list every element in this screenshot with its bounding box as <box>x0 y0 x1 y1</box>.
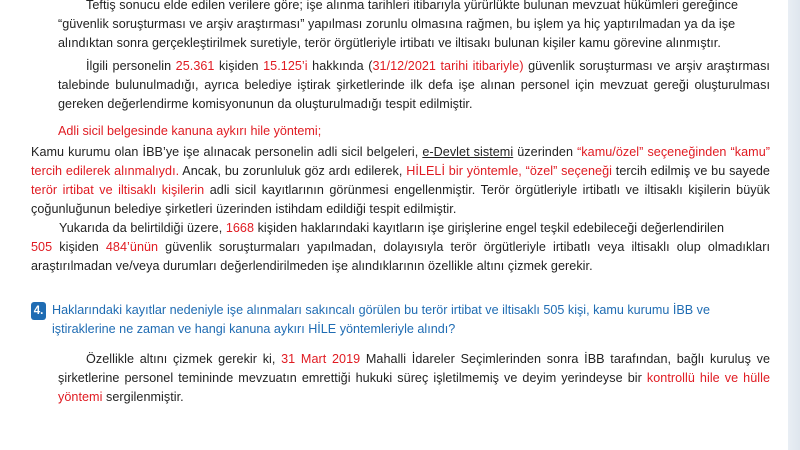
date-reference: 31/12/2021 tarihi itibariyle) <box>372 59 524 73</box>
paragraph-adli-sicil: Kamu kurumu olan İBB’ye işe alınacak personelin adli sicil belgeleri, e-Devlet sistemi üzerinden “kamu/özel” seçeneğinden “kamu” tercih edilerek alınmalıydı. Ancak, bu zorunluluk göz ardı edilerek, HİLELİ bir yöntemle, “özel” seçeneği tercih edilmiş ve bu sayede terör irtibat ve iltisaklı kişilerin adli sicil kayıtlarının görünmesi engellenmiştir. Terör örgütleriyle irtibatlı ve iltisaklı kişilerin büyük çoğunluğunun belediye şirketleri üzerinden istihdam edildiği tespit edilmiştir. <box>31 145 770 216</box>
paragraph-1668: Yukarıda da belirtildiği üzere, 1668 kişiden haklarındaki kayıtların işe girişlerine engel teşkil edebileceği değerlendirilen 505 kişiden 484’ünün güvenlik soruşturmaları yapılmadan, dolayısıyla terör örgütleriyle irtibatlı veya iltisaklı olup olmadıkları araştırılmadan ve/veya durumları değerlendirilmeden işe alındıklarının özellikle altını çizmek gerekir. <box>31 221 770 273</box>
page-edge-shadow <box>788 0 800 450</box>
paragraph-teftis: Teftiş sonucu elde edilen verilere göre; işe alınma tarihleri itibarıyla yürürlükte bulunan mevzuat hükümleri gereğince “güvenlik soruşturması ve arşiv araştırması” yapılması zorunlu olmasına rağmen, bu işlem ya hiç yaptırılmadan ya da işe alındıktan sonra gerçekleştirilmek suretiyle, terör örgütleriyle irtibatı ve iltisakı bulunan kişiler kamu görevine alınmıştır. <box>58 0 739 50</box>
personnel-count: 25.361 <box>175 59 215 73</box>
paragraph-personnel: İlgili personelin 25.361 kişiden 15.125’i hakkında (31/12/2021 tarihi itibariyle) güvenlik soruşturması ve arşiv araştırması talebinde bulunulmadığı, ayrıca belediye iştirak şirketlerinde ilk defa işe alınan personel için mevzuat gereği oluşturulması gereken değerlendirme komisyonunun da oluşturulmadığı tespit edilmiştir. <box>58 59 770 111</box>
paragraph-31-mart: Özellikle altını çizmek gerekir ki, 31 Mart 2019 Mahalli İdareler Seçimlerinden sonra İBB tarafından, bağlı kuruluş ve şirketlerine personel temininde mevzuatın emrettiği hukuki süreç işletilmemiş ve deyim yerindeyse bir kontrollü hile ve hülle yöntemi sergilenmiştir. <box>58 352 770 404</box>
question-number-badge: 4. <box>31 302 46 320</box>
question-4-text: Haklarındaki kayıtlar nedeniyle işe alınmaları sakıncalı görülen bu terör irtibat ve iltisaklı 505 kişi, kamu kurumu İBB ve iştiraklerine ne zaman ve hangi kanuna aykırı HİLE yöntemleriyle alındı? <box>52 303 710 336</box>
personnel-subset: 15.125’i <box>263 59 308 73</box>
section-heading-adli-sicil: Adli sicil belgesinde kanuna aykırı hile yöntemi; <box>58 124 322 138</box>
edevlet-link[interactable]: e-Devlet sistemi <box>422 145 514 159</box>
